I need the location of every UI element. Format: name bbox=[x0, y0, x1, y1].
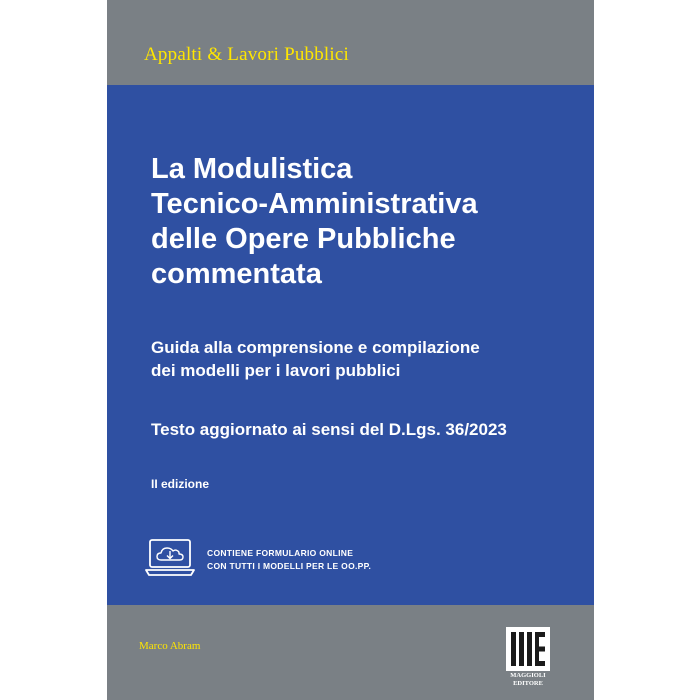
series-band bbox=[107, 0, 594, 85]
series-title: Appalti & Lavori Pubblici bbox=[144, 44, 350, 65]
title-line: La Modulistica bbox=[151, 153, 353, 185]
title-line: Tecnico-Amministrativa bbox=[151, 188, 478, 220]
publisher-name bbox=[501, 672, 555, 688]
book-title bbox=[151, 152, 581, 292]
online-notice-line: CONTIENE FORMULARIO ONLINE bbox=[207, 548, 354, 558]
online-formulary-notice bbox=[207, 547, 527, 573]
laptop-cloud-download-icon bbox=[145, 537, 195, 579]
book-cover bbox=[107, 0, 594, 700]
edition-label: II edizione bbox=[151, 477, 210, 491]
publisher-line: MAGGIOLI bbox=[510, 672, 546, 679]
subtitle-line: Guida alla comprensione e compilazione bbox=[151, 338, 480, 357]
title-line: delle Opere Pubbliche bbox=[151, 223, 456, 255]
book-subtitle bbox=[151, 336, 581, 382]
online-notice-line: CON TUTTI I MODELLI PER LE OO.PP. bbox=[207, 561, 372, 571]
title-line: commentata bbox=[151, 258, 322, 290]
maggioli-logo-icon bbox=[506, 627, 550, 671]
update-note: Testo aggiornato ai sensi del D.Lgs. 36/2023 bbox=[151, 420, 507, 439]
publisher-line: EDITORE bbox=[513, 680, 543, 687]
author-name: Marco Abram bbox=[139, 640, 201, 652]
subtitle-line: dei modelli per i lavori pubblici bbox=[151, 361, 401, 380]
